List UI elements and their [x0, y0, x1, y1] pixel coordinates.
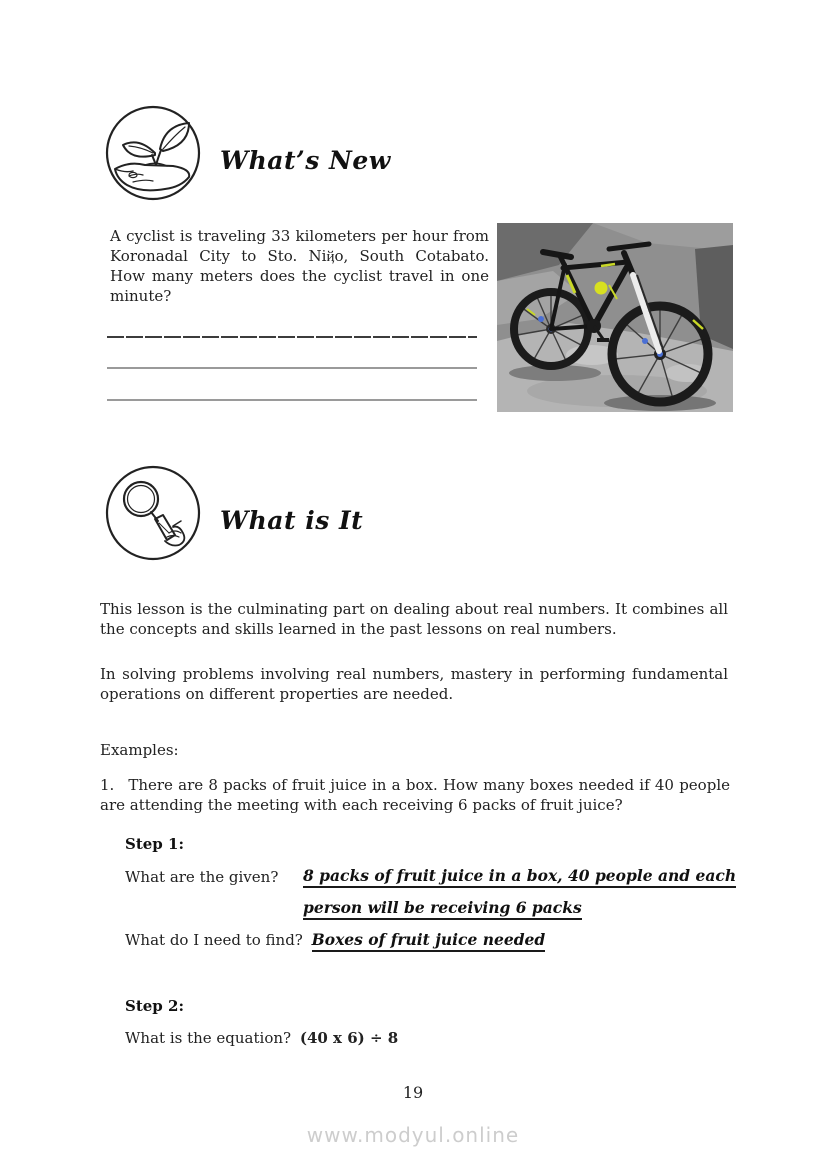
- example-1-text: There are 8 packs of fruit juice in a box. How many boxes needed if 40 people are attending the meeting with each receiving 6 packs of fruit juice?: [100, 776, 730, 814]
- step-1-answer-1-line-1: 8 packs of fruit juice in a box, 40 people and each: [303, 866, 736, 888]
- answer-blank-line-3[interactable]: [107, 399, 477, 401]
- examples-label: Examples:: [100, 741, 179, 759]
- page-number: 19: [402, 1083, 424, 1102]
- step-1-answer-2: Boxes of fruit juice needed: [312, 930, 546, 952]
- step-1-question-1: What are the given?: [125, 868, 279, 886]
- step-2-equation: (40 x 6) ÷ 8: [299, 1029, 399, 1047]
- lesson-paragraph-1: This lesson is the culminating part on dealing about real numbers. It combines all the concepts and skills learned in the past lessons on real numbers.: [100, 600, 728, 638]
- example-1-number: 1.: [100, 776, 115, 794]
- step-1-label: Step 1:: [125, 835, 184, 853]
- whats-new-heading: What’s New: [220, 146, 391, 175]
- step-1-question-2-row: [125, 930, 545, 952]
- cyclist-problem-text: A cyclist is traveling 33 kilometers per hour from Koronadal City to Sto. Niҋo, South Cotabato. How many meters does the cyclist travel in one minute?: [110, 227, 489, 305]
- what-is-it-heading: What is It: [220, 506, 364, 535]
- hand-sprout-icon: [103, 103, 203, 207]
- lesson-paragraph-2: In solving problems involving real numbers, mastery in performing fundamental operations on different properties are needed.: [100, 665, 728, 703]
- answer-blank-line-2[interactable]: [107, 367, 477, 369]
- hand-magnifier-icon: [103, 463, 203, 567]
- step-2-question-1: What is the equation?: [125, 1029, 292, 1047]
- step-2-question-1-row: [125, 1029, 398, 1047]
- step-1-question-2: What do I need to find?: [125, 931, 303, 949]
- step-1-answer-1-line-2: person will be receiving 6 packs: [303, 898, 582, 920]
- example-1-item: [100, 775, 730, 815]
- watermark: www.modyul.online: [306, 1123, 520, 1147]
- answer-blank-line-1[interactable]: [107, 336, 477, 338]
- step-2-label: Step 2:: [125, 997, 184, 1015]
- bicycle-photo: [497, 223, 733, 412]
